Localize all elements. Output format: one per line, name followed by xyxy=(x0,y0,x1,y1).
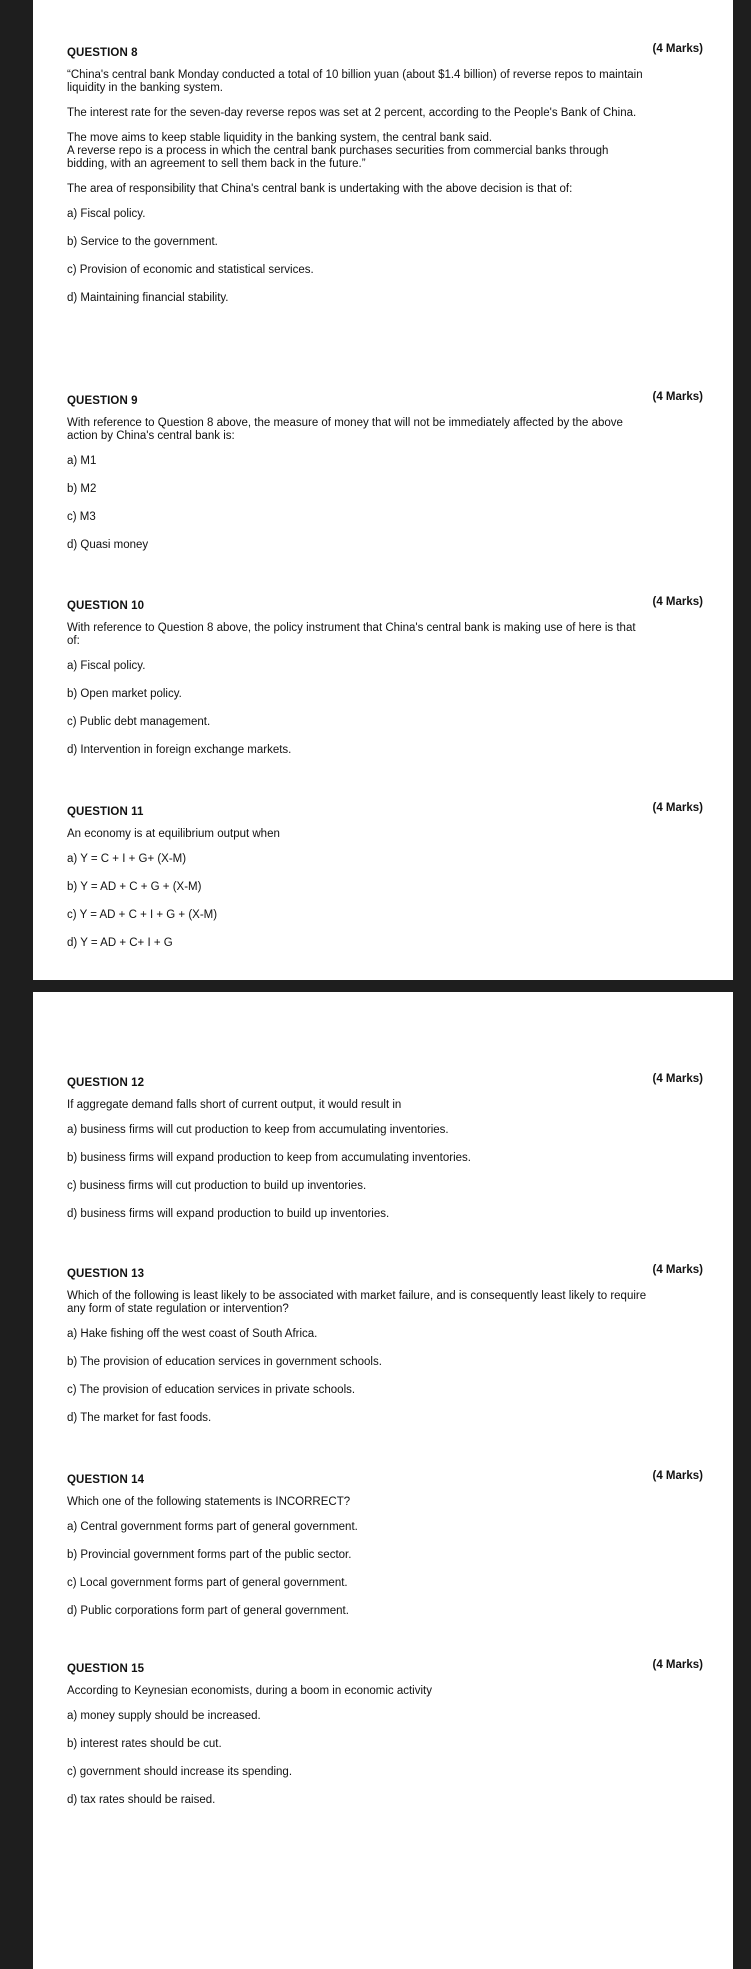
answer-option: d) Intervention in foreign exchange markets. xyxy=(67,744,292,756)
question-marks: (4 Marks) xyxy=(652,802,703,814)
answer-option: d) The market for fast foods. xyxy=(67,1412,212,1424)
answer-option: b) interest rates should be cut. xyxy=(67,1738,222,1750)
answer-option: a) business firms will cut production to keep from accumulating inventories. xyxy=(67,1124,449,1136)
document-page-2 xyxy=(33,992,733,1969)
answer-option: a) Central government forms part of general government. xyxy=(67,1521,358,1533)
question-text: Which one of the following statements is INCORRECT? xyxy=(67,1496,351,1508)
document-page-1 xyxy=(33,0,733,980)
question-13 xyxy=(67,1264,703,1440)
question-9 xyxy=(67,391,703,567)
answer-option: c) Y = AD + C + I + G + (X-M) xyxy=(67,909,218,921)
answer-option: a) Y = C + I + G+ (X-M) xyxy=(67,853,187,865)
question-text: Which of the following is least likely to be associated with market failure, and is consequently least likely to require any form of state regulation or intervention? xyxy=(67,1290,647,1315)
question-marks: (4 Marks) xyxy=(652,1470,703,1482)
answer-option: b) business firms will expand production to keep from accumulating inventories. xyxy=(67,1152,471,1164)
answer-option: d) Y = AD + C+ I + G xyxy=(67,937,173,949)
question-title: QUESTION 12 xyxy=(67,1077,145,1089)
answer-option: b) Open market policy. xyxy=(67,688,182,700)
question-prompt: The area of responsibility that China's central bank is undertaking with the above decision is that of: xyxy=(67,183,573,195)
question-10 xyxy=(67,596,703,772)
question-text: With reference to Question 8 above, the measure of money that will not be immediately affected by the above action by China's central bank is: xyxy=(67,417,623,442)
question-8 xyxy=(67,43,703,320)
question-text: An economy is at equilibrium output when xyxy=(67,828,280,840)
question-text: “China's central bank Monday conducted a total of 10 billion yuan (about $1.4 billion) of reverse repos to maintain liquidity in the banking system. xyxy=(67,69,643,94)
question-marks: (4 Marks) xyxy=(652,391,703,403)
question-11 xyxy=(67,802,703,965)
question-12 xyxy=(67,1073,703,1236)
answer-option: d) business firms will expand production to build up inventories. xyxy=(67,1208,390,1220)
question-marks: (4 Marks) xyxy=(652,1073,703,1085)
answer-option: c) business firms will cut production to build up inventories. xyxy=(67,1180,367,1192)
question-title: QUESTION 10 xyxy=(67,600,145,612)
question-text: With reference to Question 8 above, the policy instrument that China's central bank is making use of here is that of: xyxy=(67,622,636,647)
question-marks: (4 Marks) xyxy=(652,1264,703,1276)
question-title: QUESTION 13 xyxy=(67,1268,145,1280)
answer-option: a) money supply should be increased. xyxy=(67,1710,261,1722)
answer-option: a) Fiscal policy. xyxy=(67,660,146,672)
question-text: According to Keynesian economists, during a boom in economic activity xyxy=(67,1685,432,1697)
question-title: QUESTION 15 xyxy=(67,1663,145,1675)
question-title: QUESTION 14 xyxy=(67,1474,145,1486)
answer-option: b) M2 xyxy=(67,483,97,495)
question-title: QUESTION 8 xyxy=(67,47,138,59)
question-text: If aggregate demand falls short of current output, it would result in xyxy=(67,1099,402,1111)
answer-option: a) Fiscal policy. xyxy=(67,208,146,220)
question-text: The interest rate for the seven-day reverse repos was set at 2 percent, according to the People's Bank of China. xyxy=(67,107,637,119)
question-title: QUESTION 9 xyxy=(67,395,138,407)
question-text: The move aims to keep stable liquidity in the banking system, the central bank said. xyxy=(67,132,493,144)
question-marks: (4 Marks) xyxy=(652,43,703,55)
answer-option: b) Service to the government. xyxy=(67,236,218,248)
answer-option: c) The provision of education services in private schools. xyxy=(67,1384,356,1396)
question-title: QUESTION 11 xyxy=(67,806,144,818)
answer-option: c) government should increase its spending. xyxy=(67,1766,293,1778)
answer-option: b) Y = AD + C + G + (X-M) xyxy=(67,881,202,893)
question-15 xyxy=(67,1659,703,1822)
answer-option: c) Local government forms part of general government. xyxy=(67,1577,348,1589)
question-marks: (4 Marks) xyxy=(652,1659,703,1671)
answer-option: c) M3 xyxy=(67,511,96,523)
answer-option: b) Provincial government forms part of the public sector. xyxy=(67,1549,352,1561)
answer-option: b) The provision of education services in government schools. xyxy=(67,1356,382,1368)
answer-option: d) Maintaining financial stability. xyxy=(67,292,229,304)
answer-option: a) Hake fishing off the west coast of South Africa. xyxy=(67,1328,318,1340)
question-14 xyxy=(67,1470,703,1633)
question-marks: (4 Marks) xyxy=(652,596,703,608)
answer-option: d) Quasi money xyxy=(67,539,149,551)
question-text: A reverse repo is a process in which the central bank purchases securities from commercial banks through bidding, with an agreement to sell them back in the future.” xyxy=(67,145,609,170)
answer-option: d) tax rates should be raised. xyxy=(67,1794,216,1806)
answer-option: a) M1 xyxy=(67,455,97,467)
answer-option: c) Provision of economic and statistical services. xyxy=(67,264,314,276)
answer-option: c) Public debt management. xyxy=(67,716,211,728)
answer-option: d) Public corporations form part of general government. xyxy=(67,1605,349,1617)
